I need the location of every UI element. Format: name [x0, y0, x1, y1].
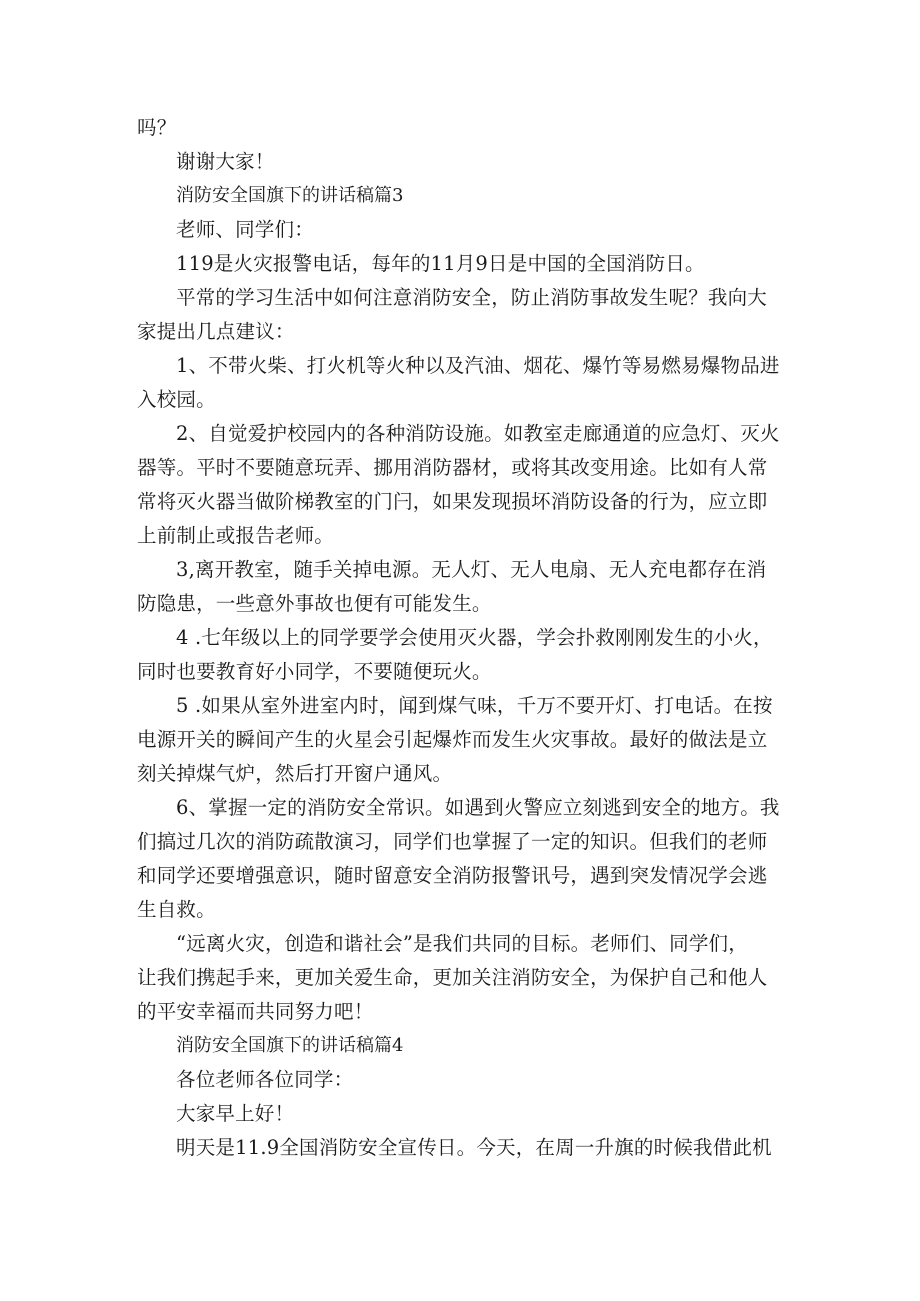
text-line: 2、自觉爱护校园内的各种消防设施。如教室走廊通道的应急灯、灭火 [176, 422, 780, 445]
text-line: 常将灭火器当做阶梯教室的门闩，如果发现损坏消防设备的行为，应立即 [137, 490, 768, 513]
text-line: 防隐患，一些意外事故也便有可能发生。 [137, 592, 492, 615]
text-line: 6、掌握一定的消防安全常识。如遇到火警应立刻逃到安全的地方。我 [176, 796, 780, 819]
text-line: 器等。平时不要随意玩弄、挪用消防器材，或将其改变用途。比如有人常 [137, 456, 768, 479]
text-line: 入校园。 [137, 388, 216, 411]
text-line: 吗？ [137, 116, 177, 139]
text-line: 们搞过几次的消防疏散演习，同学们也掌握了一定的知识。但我们的老师 [137, 830, 768, 853]
section-heading: 消防安全国旗下的讲话稿篇4 [176, 1035, 404, 1056]
text-line: 4 .七年级以上的同学要学会使用灭火器，学会扑救刚刚发生的小火， [176, 626, 773, 649]
section-heading: 消防安全国旗下的讲话稿篇3 [176, 185, 404, 206]
text-line: 各位老师各位同学： [176, 1068, 354, 1091]
text-line: 让我们携起手来，更加关爱生命，更加关注消防安全，为保护自己和他人 [137, 966, 768, 989]
text-line: 老师、同学们： [176, 218, 314, 241]
text-line: 3,离开教室，随手关掉电源。无人灯、无人电扇、无人充电都存在消 [176, 558, 767, 581]
text-line: 平常的学习生活中如何注意消防安全，防止消防事故发生呢？我向大 [176, 286, 768, 309]
text-line: 119是火灾报警电话，每年的11月9日是中国的全国消防日。 [176, 252, 705, 275]
text-line: 同时也要教育好小同学，不要随便玩火。 [137, 660, 492, 683]
text-line: 刻关掉煤气炉，然后打开窗户通风。 [137, 762, 453, 785]
text-line: 家提出几点建议： [137, 320, 295, 343]
text-line: “远离火灾，创造和谐社会”是我们共同的目标。老师们、同学们， [176, 932, 748, 955]
text-line: 1、不带火柴、打火机等火种以及汽油、烟花、爆竹等易燃易爆物品进 [176, 354, 780, 377]
text-line: 大家早上好！ [176, 1102, 295, 1125]
text-line: 的平安幸福而共同努力吧！ [137, 1000, 374, 1023]
text-line: 明天是11.9全国消防安全宣传日。今天，在周一升旗的时候我借此机 [176, 1136, 772, 1159]
text-line: 生自救。 [137, 898, 216, 921]
text-line: 谢谢大家！ [176, 150, 275, 173]
text-line: 5 .如果从室外进室内时，闻到煤气味，千万不要开灯、打电话。在按 [176, 694, 773, 717]
text-line: 上前制止或报告老师。 [137, 524, 335, 547]
text-line: 电源开关的瞬间产生的火星会引起爆炸而发生火灾事故。最好的做法是立 [137, 728, 768, 751]
text-line: 和同学还要增强意识，随时留意安全消防报警讯号，遇到突发情况学会逃 [137, 864, 768, 887]
